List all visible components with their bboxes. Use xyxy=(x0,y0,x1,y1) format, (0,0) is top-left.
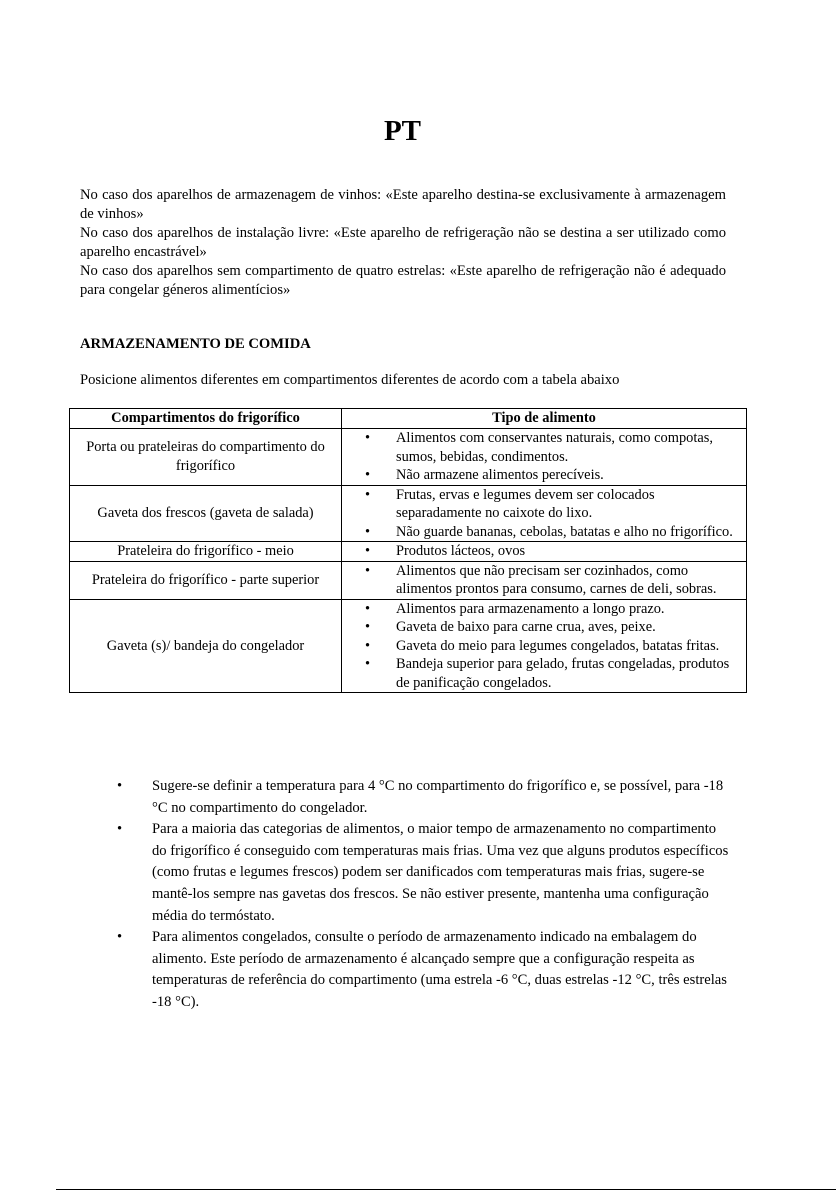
table-row xyxy=(70,599,747,693)
note-item xyxy=(113,776,733,819)
header-food-type: Tipo de alimento xyxy=(342,409,747,429)
list-item-text: Não armazene alimentos perecíveis. xyxy=(396,467,604,483)
section-heading: ARMAZENAMENTO DE COMIDA xyxy=(80,336,311,352)
bullet-icon: • xyxy=(365,543,371,559)
food-type-cell xyxy=(342,561,747,599)
note-item xyxy=(113,927,733,1013)
table-row xyxy=(70,429,747,486)
storage-table xyxy=(69,408,747,693)
table-row xyxy=(70,542,747,562)
bullet-icon: • xyxy=(117,821,123,838)
storage-notes xyxy=(113,776,733,1014)
footer-divider xyxy=(56,1189,836,1190)
food-list xyxy=(346,429,742,485)
intro-section xyxy=(80,186,726,300)
list-item xyxy=(346,486,742,523)
bullet-icon: • xyxy=(365,656,371,672)
table-header-row xyxy=(70,409,747,429)
intro-paragraph-free-standing: No caso dos aparelhos de instalação livre: «Este aparelho de refrigeração não se destina a ser utilizado como aparelho encastrável» xyxy=(80,225,726,260)
list-item-text: Gaveta do meio para legumes congelados, batatas fritas. xyxy=(396,637,720,654)
bullet-icon: • xyxy=(365,430,371,446)
note-text: Sugere-se definir a temperatura para 4 °C no compartimento do frigorífico e, se possível, para -18 °C no compartimento do congelador. xyxy=(152,778,724,816)
list-item-text: Alimentos para armazenamento a longo prazo. xyxy=(396,600,665,617)
bullet-icon: • xyxy=(365,562,371,579)
note-text: Para a maioria das categorias de alimentos, o maior tempo de armazenamento no compartimento do frigorífico é conseguido com temperaturas mais frias. Uma vez que alguns produtos específicos (como frutas e legumes frescos) podem ser danificados com temperaturas mais frias, sugere-se mantê-los sempre nas gavetas dos frescos. Se não estiver presente, mantenha uma configuração média do termóstato. xyxy=(152,821,729,924)
food-type-cell xyxy=(342,599,747,693)
bullet-icon: • xyxy=(365,486,371,503)
bullet-icon: • xyxy=(365,523,371,540)
bullet-icon: • xyxy=(117,929,123,946)
note-item xyxy=(113,819,733,927)
list-item-text: Bandeja superior para gelado, frutas congeladas, produtos de panificação congelados. xyxy=(396,656,730,691)
table-row xyxy=(70,561,747,599)
list-item-text: Frutas, ervas e legumes devem ser colocados separadamente no caixote do lixo. xyxy=(396,486,655,521)
food-type-cell xyxy=(342,542,747,562)
compartment-cell: Prateleira do frigorífico - meio xyxy=(70,542,342,562)
food-type-cell xyxy=(342,485,747,542)
food-list xyxy=(346,600,742,693)
section-instruction: Posicione alimentos diferentes em compartimentos diferentes de acordo com a tabela abaixo xyxy=(80,372,620,388)
list-item xyxy=(346,429,742,466)
page-title: PT xyxy=(383,115,422,147)
table-row xyxy=(70,485,747,542)
bullet-icon: • xyxy=(365,619,371,635)
list-item-text: Alimentos com conservantes naturais, como compotas, sumos, bebidas, condimentos. xyxy=(396,430,713,465)
food-list xyxy=(346,562,742,599)
list-item xyxy=(346,466,742,485)
list-item-text: Não guarde bananas, cebolas, batatas e alho no frigorífico. xyxy=(396,523,733,540)
compartment-cell: Prateleira do frigorífico - parte superior xyxy=(70,561,342,599)
bullet-icon: • xyxy=(117,778,123,794)
list-item xyxy=(346,523,742,542)
list-item xyxy=(346,600,742,619)
bullet-icon: • xyxy=(365,600,371,617)
note-text: Para alimentos congelados, consulte o período de armazenamento indicado na embalagem do alimento. Este período de armazenamento é alcançado sempre que a configuração respeita as temperaturas de referência do compartimento (uma estrela -6 °C, duas estrelas -12 °C, três estrelas -18 °C). xyxy=(152,929,727,1010)
intro-paragraph-no-freezer: No caso dos aparelhos sem compartimento de quatro estrelas: «Este aparelho de refrigeração não é adequado para congelar géneros alimentícios» xyxy=(80,263,726,298)
compartment-cell: Gaveta (s)/ bandeja do congelador xyxy=(70,599,342,693)
compartment-cell: Gaveta dos frescos (gaveta de salada) xyxy=(70,485,342,542)
list-item xyxy=(346,562,742,599)
list-item xyxy=(346,655,742,692)
list-item-text: Alimentos que não precisam ser cozinhados, como alimentos prontos para consumo, carnes de deli, sobras. xyxy=(396,562,717,597)
list-item-text: Gaveta de baixo para carne crua, aves, peixe. xyxy=(396,619,656,635)
bullet-icon: • xyxy=(365,467,371,483)
list-item xyxy=(346,637,742,656)
header-compartment: Compartimentos do frigorífico xyxy=(70,409,342,429)
food-list xyxy=(346,542,742,561)
list-item xyxy=(346,542,742,561)
food-type-cell xyxy=(342,429,747,486)
list-item xyxy=(346,618,742,637)
bullet-icon: • xyxy=(365,637,371,654)
compartment-cell: Porta ou prateleiras do compartimento do frigorífico xyxy=(70,429,342,486)
food-list xyxy=(346,486,742,542)
list-item-text: Produtos lácteos, ovos xyxy=(396,543,526,559)
intro-paragraph-wine: No caso dos aparelhos de armazenagem de vinhos: «Este aparelho destina-se exclusivamente à armazenagem de vinhos» xyxy=(80,187,726,222)
